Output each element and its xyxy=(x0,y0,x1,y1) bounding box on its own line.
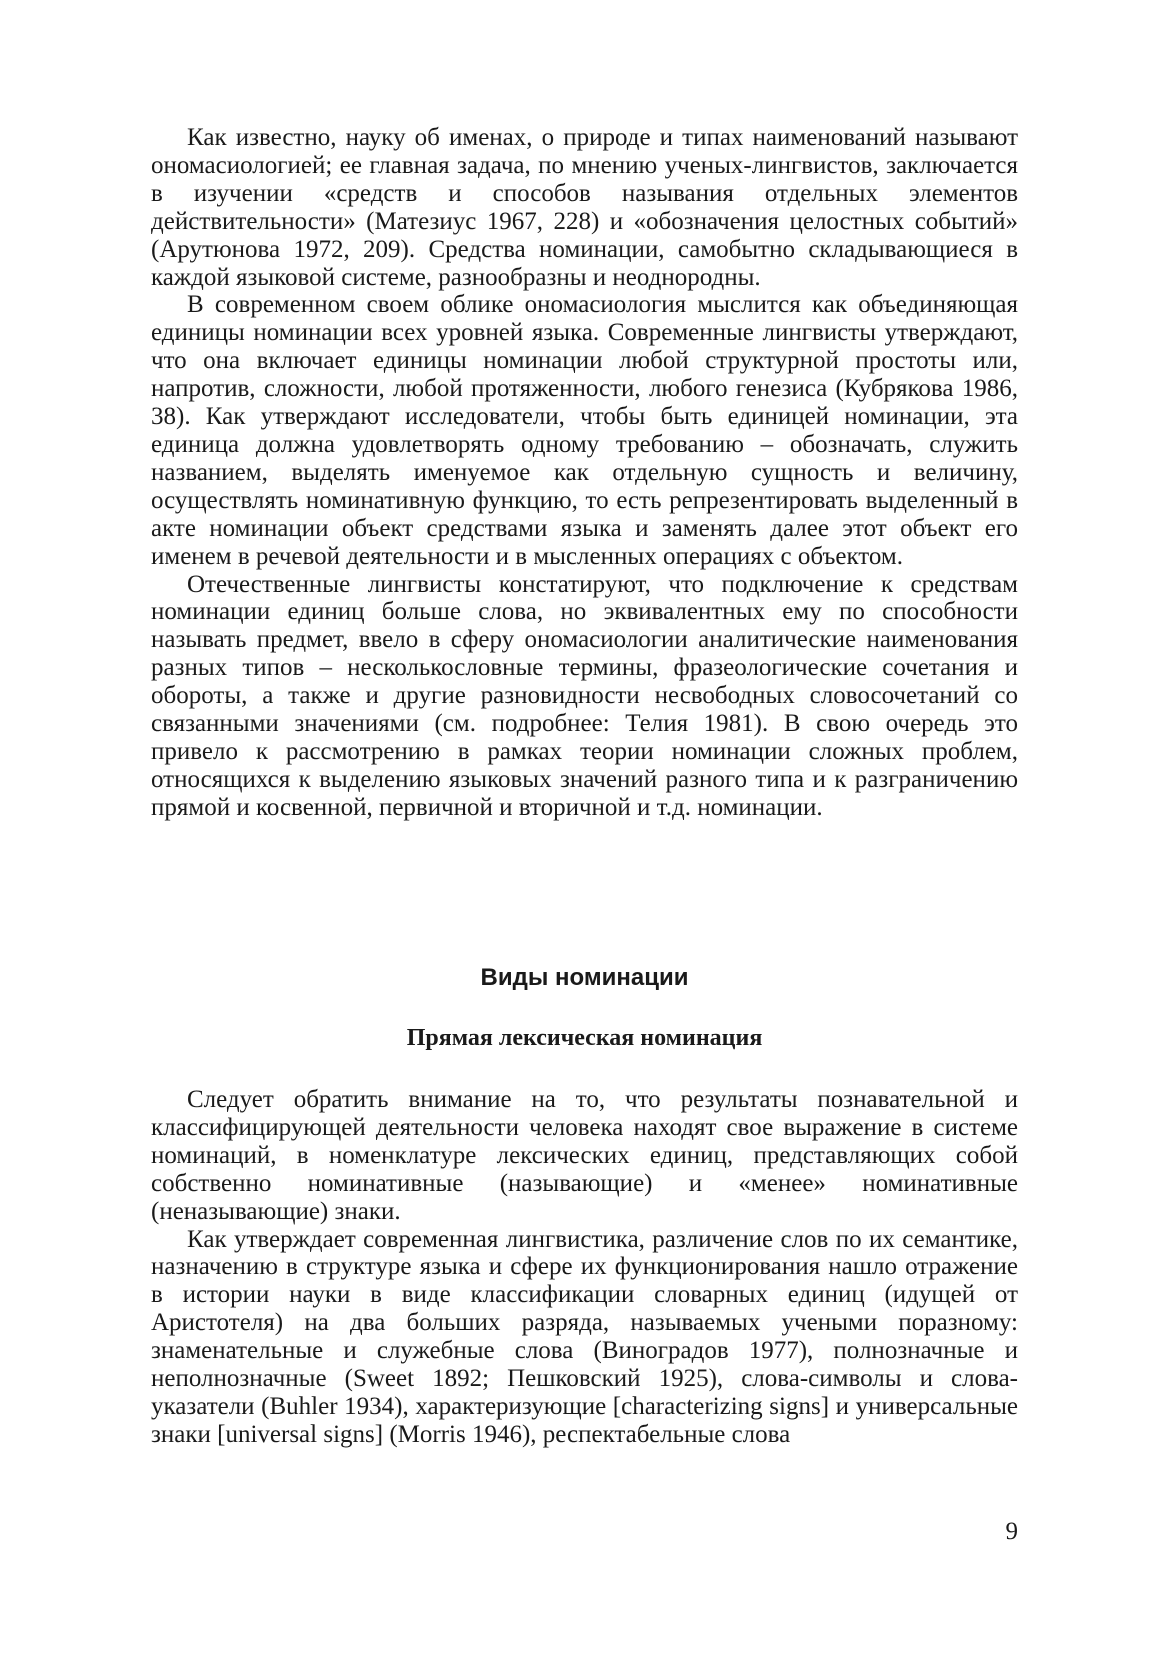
body-text-intro xyxy=(151,124,1018,822)
paragraph-modern-onomasiology: В современном своем облике ономасиология мыслится как объединяющая единицы номинации всех уровней языка. Современные лингвисты утверждают, что она включает единицы номинации любой структурной простоты или, напротив, сложности, любой протяженности, любого генезиса (Кубрякова 1986, 38). Как утверждают исследователи, чтобы быть единицей номинации, эта единица должна удовлетворять одному требованию – обозначать, служить названием, выделять именуемое как отдельную сущность и величину, осуществлять номинативную функцию, то есть репрезентировать выделенный в акте номинации объект средствами языка и заменять далее этот объект его именем в речевой деятельности и в мысленных операциях с объектом. xyxy=(151,291,1018,570)
paragraph-analytic-nominations: Отечественные лингвисты констатируют, что подключение к средствам номинации единиц больше слова, но эквивалентных ему по способности называть предмет, ввело в сферу ономасиологии аналитические наименования разных типов – несколькословные термины, фразеологические сочетания и обороты, а также и другие разновидности несвободных словосочетаний со связанными значениями (см. подробнее: Телия 1981). В свою очередь это привело к рассмотрению в рамках теории номинации сложных проблем, относящихся к выделению языковых значений разного типа и к разграничению прямой и косвенной, первичной и вторичной и т.д. номинации. xyxy=(151,570,1018,821)
subsection-heading: Прямая лексическая номинация xyxy=(406,1025,763,1051)
paragraph-word-classification: Как утверждает современная лингвистика, различение слов по их семантике, назначению в структуре языка и сфере их функционирования нашло отражение в истории науки в виде классификации словарных единиц (идущей от Аристотеля) на два больших разряда, называемых учеными поразному: знаменательные и служебные слова (Виноградов 1977), полнозначные и неполнозначные (Sweet 1892; Пешковский 1925), слова-символы и слова-указатели (Buhler 1934), характеризующие [characterizing signs] и универсальные знаки [universal signs] (Morris 1946), респектабельные слова xyxy=(151,1225,1018,1448)
section-heading: Виды номинации xyxy=(480,964,689,991)
paragraph-nomination-system: Следует обратить внимание на то, что результаты познавательной и классифицирующей деятельности человека находят свое выражение в системе номинаций, в номенклатуре лексических единиц, представляющих собой собственно номинативные (называющие) и «менее» номинативные (неназывающие) знаки. xyxy=(151,1086,1018,1225)
body-text-direct-nomination xyxy=(151,1086,1018,1449)
page-number: 9 xyxy=(1005,1518,1018,1545)
paragraph-onomasiology-definition: Как известно, науку об именах, о природе и типах наименований называют ономасиологией; ее главная задача, по мнению ученых-лингвистов, заключается в изучении «средств и способов называния отдельных элементов действительности» (Матезиус 1967, 228) и «обозначения целостных событий» (Арутюнова 1972, 209). Средства номинации, самобытно складывающиеся в каждой языковой системе, разнообразны и неоднородны. xyxy=(151,124,1018,291)
